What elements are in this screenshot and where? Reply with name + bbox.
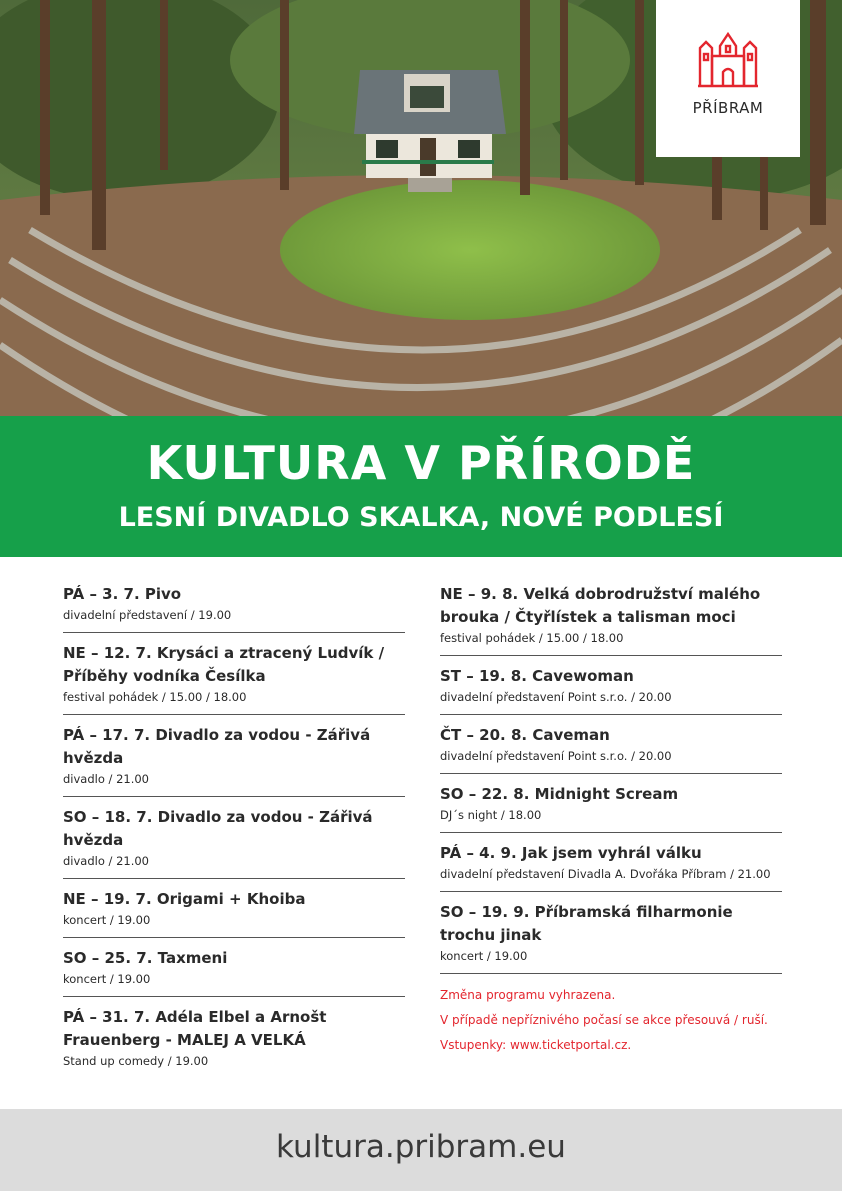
- event-item: [63, 583, 405, 633]
- event-title: PÁ – 4. 9. Jak jsem vyhrál válku: [440, 844, 702, 862]
- event-title: ST – 19. 8. Cavewoman: [440, 667, 634, 685]
- events-left-column: [63, 583, 405, 1087]
- event-item: [440, 842, 782, 892]
- title-banner: [0, 416, 842, 557]
- city-castle-icon: [697, 28, 759, 90]
- event-title: NE – 19. 7. Origami + Khoiba: [63, 890, 306, 908]
- event-details: divadlo / 21.00: [63, 854, 149, 868]
- event-title: ČT – 20. 8. Caveman: [440, 726, 610, 744]
- event-details: koncert / 19.00: [440, 949, 528, 963]
- event-item: [440, 665, 782, 715]
- event-title: SO – 19. 9. Příbramská filharmonie trochu jinak: [440, 903, 733, 944]
- event-item: [63, 806, 405, 879]
- logo-text: PŘÍBRAM: [692, 99, 764, 117]
- event-details: divadelní představení / 19.00: [63, 608, 232, 622]
- event-title: NE – 12. 7. Krysáci a ztracený Ludvík / Příběhy vodníka Česílka: [63, 644, 385, 685]
- event-item: [63, 888, 405, 938]
- footer-url: kultura.pribram.eu: [276, 1129, 566, 1165]
- main-title: KULTURA V PŘÍRODĚ: [146, 436, 696, 490]
- header-photo: [0, 0, 842, 416]
- event-details: festival pohádek / 15.00 / 18.00: [63, 690, 247, 704]
- event-details: Stand up comedy / 19.00: [63, 1054, 209, 1068]
- event-item: [440, 724, 782, 774]
- event-item: [440, 901, 782, 974]
- event-title: SO – 18. 7. Divadlo za vodou - Zářivá hvězda: [63, 808, 373, 849]
- event-details: divadelní představení Point s.r.o. / 20.00: [440, 690, 672, 704]
- event-details: DJ´s night / 18.00: [440, 808, 542, 822]
- event-details: divadlo / 21.00: [63, 772, 149, 786]
- event-details: koncert / 19.00: [63, 913, 151, 927]
- event-details: divadelní představení Divadla A. Dvořáka Příbram / 21.00: [440, 867, 771, 881]
- event-title: PÁ – 31. 7. Adéla Elbel a Arnošt Frauenberg - MALEJ A VELKÁ: [63, 1008, 327, 1049]
- event-item: [63, 947, 405, 997]
- event-details: koncert / 19.00: [63, 972, 151, 986]
- event-item: [63, 724, 405, 797]
- venue-subtitle: LESNÍ DIVADLO SKALKA, NOVÉ PODLESÍ: [118, 502, 724, 533]
- event-item: [63, 1006, 405, 1078]
- events-right-column: [440, 583, 782, 1058]
- note-program-change: Změna programu vyhrazena.: [440, 988, 616, 1002]
- event-details: divadelní představení Point s.r.o. / 20.00: [440, 749, 672, 763]
- event-title: PÁ – 17. 7. Divadlo za vodou - Zářivá hvězda: [63, 726, 371, 767]
- event-title: PÁ – 3. 7. Pivo: [63, 585, 182, 603]
- event-title: SO – 25. 7. Taxmeni: [63, 949, 228, 967]
- event-item: [440, 583, 782, 656]
- note-weather: V případě nepříznivého počasí se akce přesouvá / ruší.: [440, 1013, 768, 1027]
- event-item: [440, 783, 782, 833]
- notes-block: [440, 983, 782, 1058]
- event-details: festival pohádek / 15.00 / 18.00: [440, 631, 624, 645]
- pribram-logo: [656, 0, 800, 157]
- event-item: [63, 642, 405, 715]
- event-title: SO – 22. 8. Midnight Scream: [440, 785, 679, 803]
- note-tickets: Vstupenky: www.ticketportal.cz.: [440, 1038, 632, 1052]
- footer: [0, 1109, 842, 1191]
- event-title: NE – 9. 8. Velká dobrodružství malého brouka / Čtyřlístek a talisman moci: [440, 585, 761, 626]
